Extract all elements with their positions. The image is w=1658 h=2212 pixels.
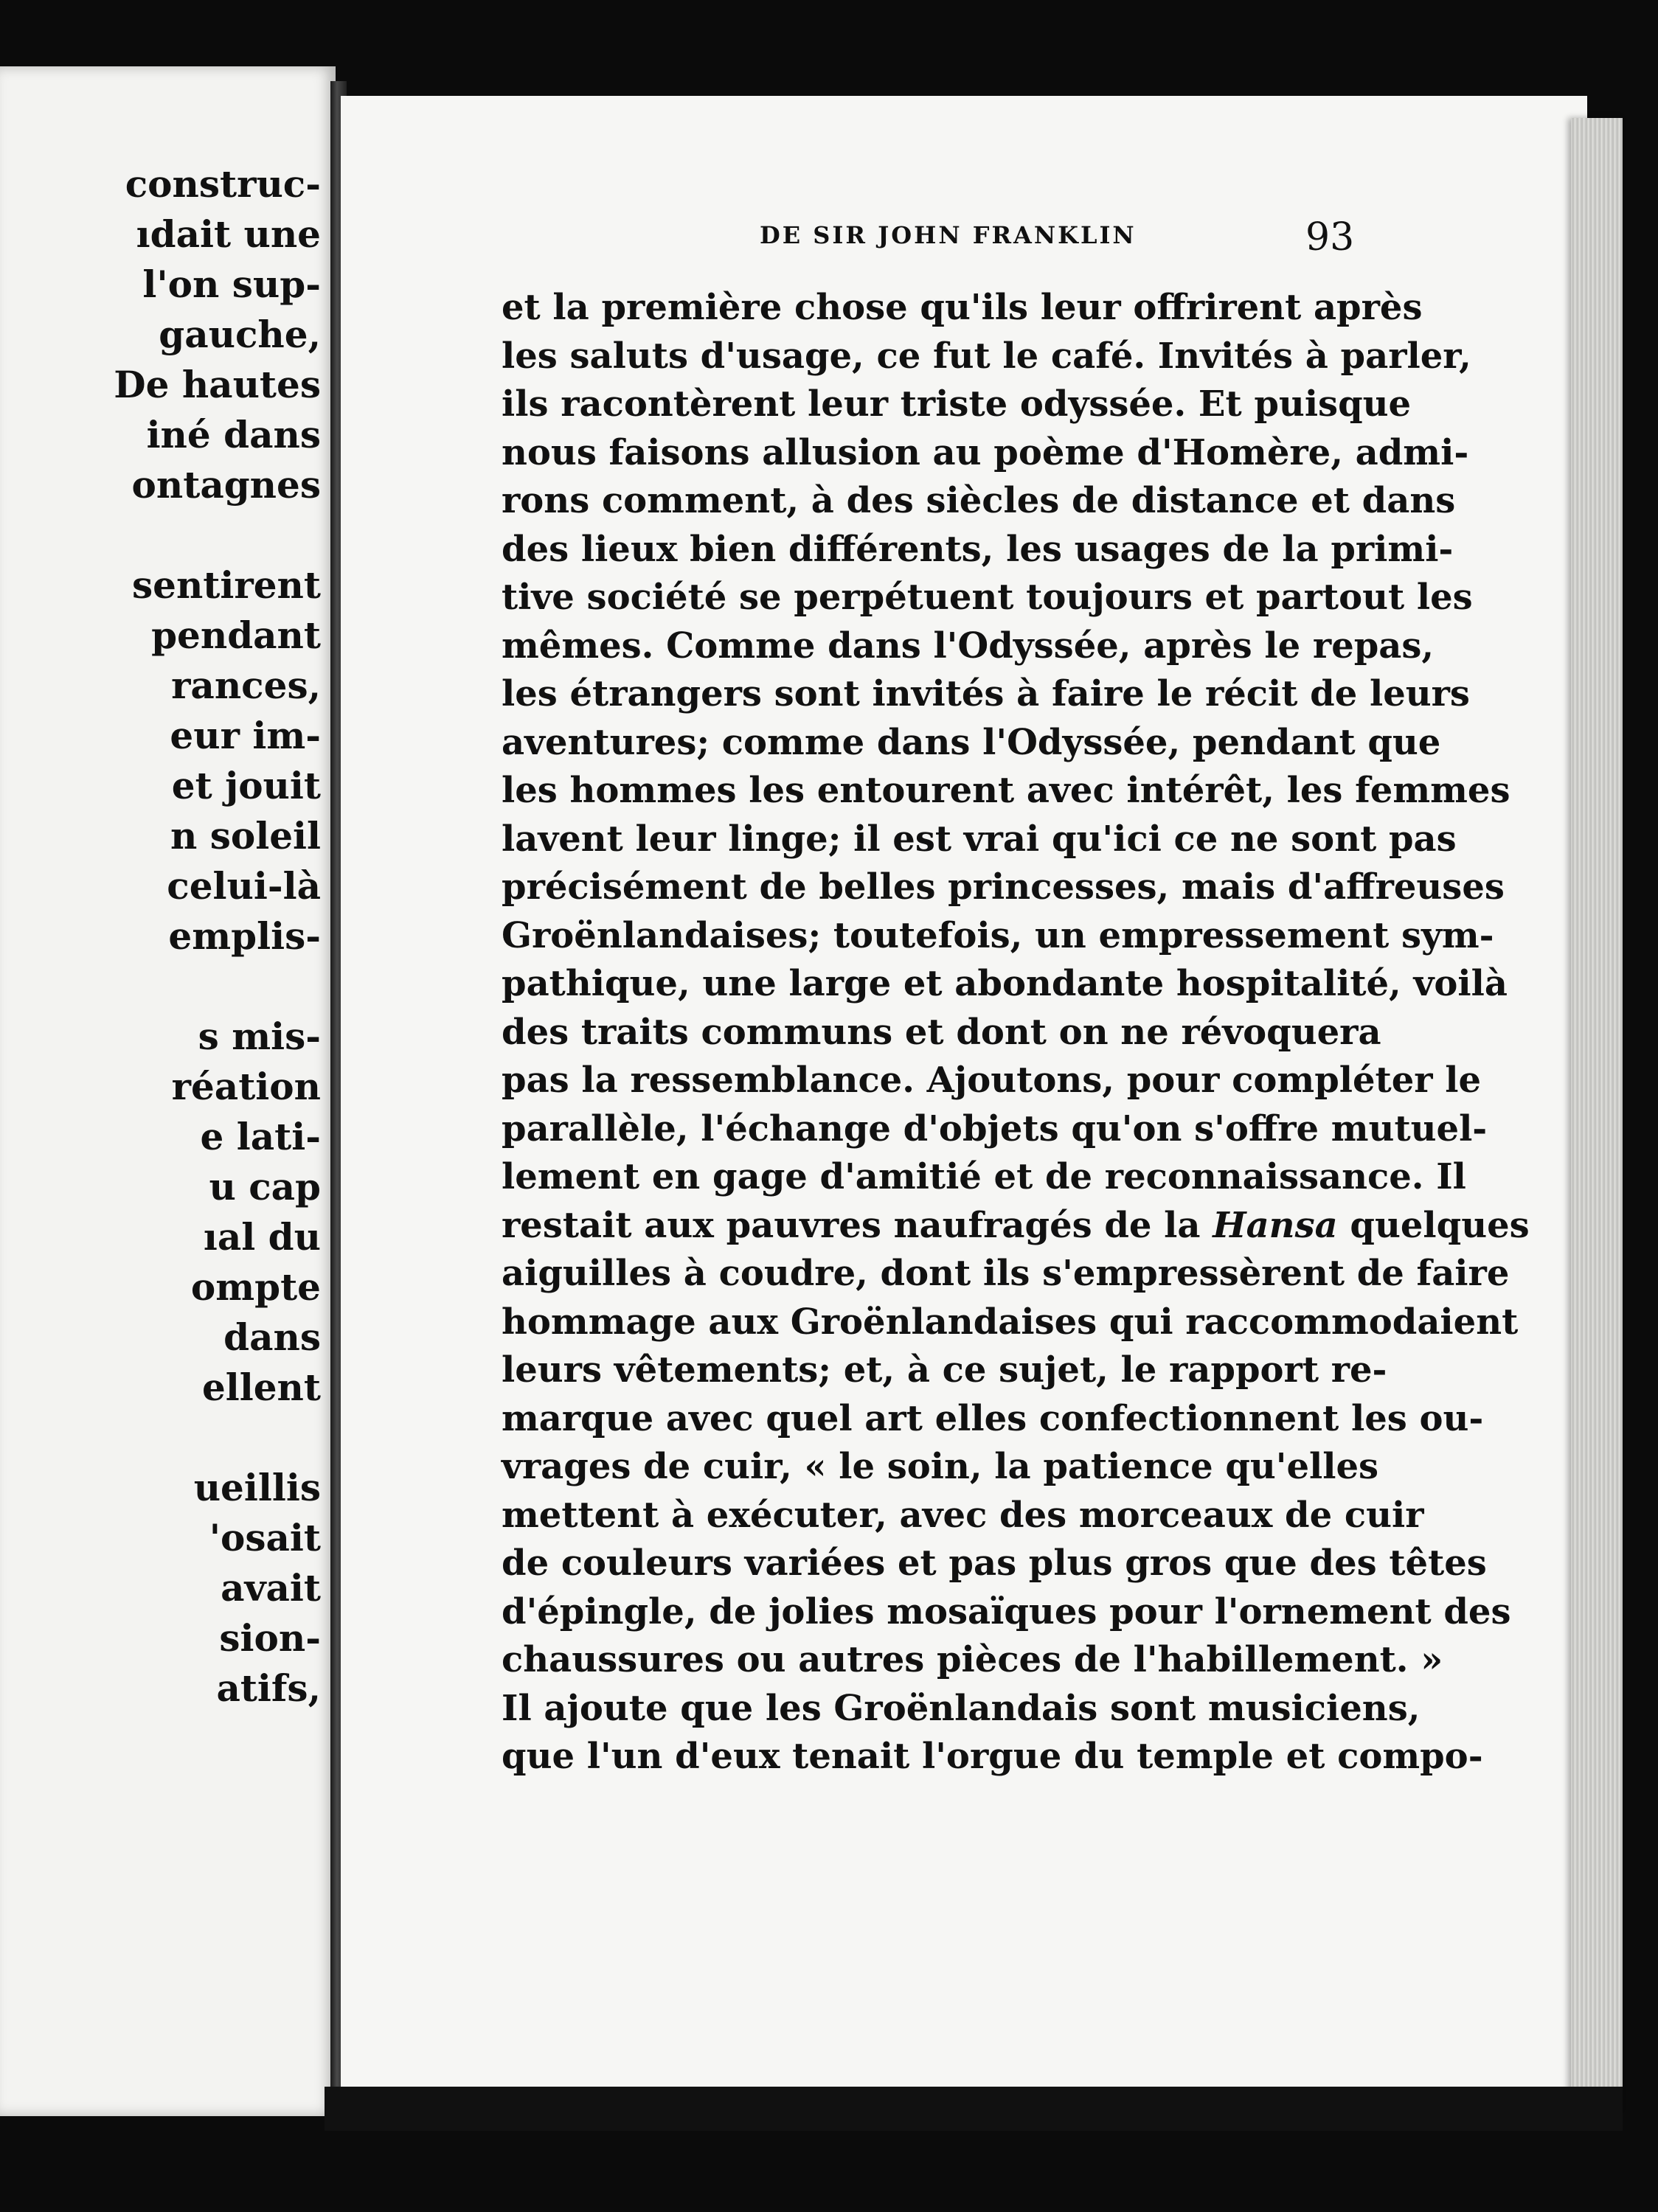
left-text-line: avait (221, 1566, 321, 1610)
text-run: chaussures ou autres pièces de l'habillement. » (502, 1639, 1443, 1680)
left-text-line: ueillis (193, 1466, 321, 1509)
text-line (502, 1057, 1482, 1105)
text-run: que l'un d'eux tenait l'orgue du temple et compo- (502, 1736, 1483, 1777)
left-text-line: construc- (125, 162, 321, 206)
text-run: tive société se perpétuent toujours et partout les (502, 577, 1473, 618)
left-text-line: celui-là (167, 864, 321, 908)
text-line (502, 1009, 1381, 1057)
text-run: leurs vêtements; et, à ce sujet, le rapport re- (502, 1349, 1387, 1391)
text-line (502, 719, 1441, 768)
text-run: marque avec quel art elles confectionnent les ou- (502, 1397, 1484, 1439)
text-run: hommage aux Groënlandaises qui raccommodaient (502, 1301, 1519, 1343)
left-text-line: s mis- (198, 1015, 321, 1058)
text-run: des traits communs et dont on ne révoquera (502, 1011, 1381, 1053)
text-line (502, 1105, 1488, 1154)
text-line (502, 1636, 1443, 1685)
left-page-text (0, 66, 336, 2116)
book-fore-edge (1571, 118, 1623, 2109)
text-line (502, 477, 1456, 526)
left-text-line: pendant (151, 613, 321, 657)
text-run: d'épingle, de jolies mosaïques pour l'ornement des (502, 1590, 1511, 1632)
text-line (502, 1153, 1466, 1202)
text-line (502, 1685, 1421, 1733)
text-line (502, 767, 1510, 815)
text-run: Il ajoute que les Groënlandais sont musiciens, (502, 1687, 1421, 1729)
text-line (502, 333, 1471, 381)
text-line (502, 1540, 1487, 1588)
left-text-line: ompte (190, 1265, 321, 1309)
text-line (502, 960, 1508, 1009)
text-line (502, 815, 1457, 864)
text-line (502, 574, 1473, 622)
text-line (502, 1202, 1530, 1251)
text-line (502, 1346, 1387, 1395)
left-text-line: iné dans (146, 413, 321, 456)
left-text-line: gauche, (159, 313, 321, 356)
text-run: et la première chose qu'ils leur offrirent après (502, 287, 1423, 328)
text-line (502, 622, 1435, 671)
left-text-line: ellent (201, 1366, 321, 1409)
left-text-line: ontagnes (131, 463, 321, 507)
left-text-line: dans (223, 1315, 321, 1359)
text-run: de couleurs variées et pas plus gros que des têtes (502, 1543, 1487, 1584)
text-run: Groënlandaises; toutefois, un empressement sym- (502, 914, 1494, 956)
text-line (502, 429, 1469, 478)
text-line (502, 1492, 1424, 1540)
text-line (502, 526, 1454, 574)
text-line (502, 670, 1470, 719)
text-run: des lieux bien différents, les usages de la primi- (502, 528, 1454, 570)
text-run: lavent leur linge; il est vrai qu'ici ce ne sont pas (502, 818, 1457, 860)
text-run: les étrangers sont invités à faire le récit de leurs (502, 673, 1470, 714)
left-text-line: e lati- (200, 1115, 321, 1158)
left-text-line: et jouit (171, 764, 321, 807)
left-text-line: l'on sup- (142, 262, 321, 306)
text-run: les saluts d'usage, ce fut le café. Invités à parler, (502, 335, 1471, 377)
left-text-line: De hautes (114, 363, 321, 406)
bottom-shadow (325, 2087, 1623, 2131)
text-run: ils racontèrent leur triste odyssée. Et puisque (502, 383, 1412, 425)
left-text-line: rances, (171, 664, 321, 707)
text-line (502, 1395, 1484, 1444)
left-text-line: sion- (219, 1616, 321, 1660)
left-text-line: sentirent (131, 563, 321, 607)
text-run: parallèle, l'échange d'objets qu'on s'offre mutuel- (502, 1107, 1488, 1150)
left-text-line: ıal du (203, 1215, 321, 1259)
text-line (502, 863, 1505, 912)
left-text-line: ıdait une (136, 212, 321, 256)
left-text-line: atifs, (216, 1666, 321, 1710)
text-run: pas la ressemblance. Ajoutons, pour compléter le (502, 1060, 1482, 1101)
text-run: mettent à exécuter, avec des morceaux de cuir (502, 1494, 1424, 1536)
text-line (502, 380, 1412, 429)
text-run: les hommes les entourent avec intérêt, les femmes (502, 770, 1510, 811)
left-text-line: réation (171, 1065, 321, 1108)
text-run: rons comment, à des siècles de distance et dans (502, 480, 1456, 521)
text-run: vrages de cuir, « le soin, la patience qu'elles (502, 1446, 1379, 1487)
text-run: aventures; comme dans l'Odyssée, pendant que (502, 721, 1441, 763)
text-line (502, 1298, 1519, 1347)
text-run: nous faisons allusion au poème d'Homère, admi- (502, 431, 1469, 473)
text-line (502, 1588, 1511, 1637)
left-text-line: u cap (209, 1165, 321, 1208)
text-run: pathique, une large et abondante hospitalité, voilà (502, 963, 1508, 1004)
left-text-line: n soleil (170, 814, 321, 858)
text-run: restait aux pauvres naufragés de la (502, 1204, 1213, 1246)
text-line (502, 1250, 1510, 1298)
body-text (502, 284, 1530, 1781)
left-text-line: emplis- (168, 914, 321, 958)
text-run: lement en gage d'amitié et de reconnaissance. Il (502, 1156, 1466, 1197)
left-text-line: 'osait (209, 1516, 321, 1559)
left-text-line: eur im- (170, 714, 321, 757)
text-line (502, 284, 1423, 333)
text-line (502, 1443, 1379, 1492)
text-run: mêmes. Comme dans l'Odyssée, après le repas, (502, 625, 1435, 667)
text-run: précisément de belles princesses, mais d'affreuses (502, 866, 1505, 908)
left-page (0, 66, 336, 2116)
text-line (502, 1733, 1483, 1781)
text-run: aiguilles à coudre, dont ils s'empressèrent de faire (502, 1253, 1510, 1294)
italic-text: Hansa (1213, 1204, 1338, 1246)
text-run: quelques (1337, 1204, 1530, 1246)
running-header: DE SIR JOHN FRANKLIN (760, 221, 1137, 249)
text-line (502, 912, 1494, 961)
page-number: 93 (1305, 215, 1355, 260)
